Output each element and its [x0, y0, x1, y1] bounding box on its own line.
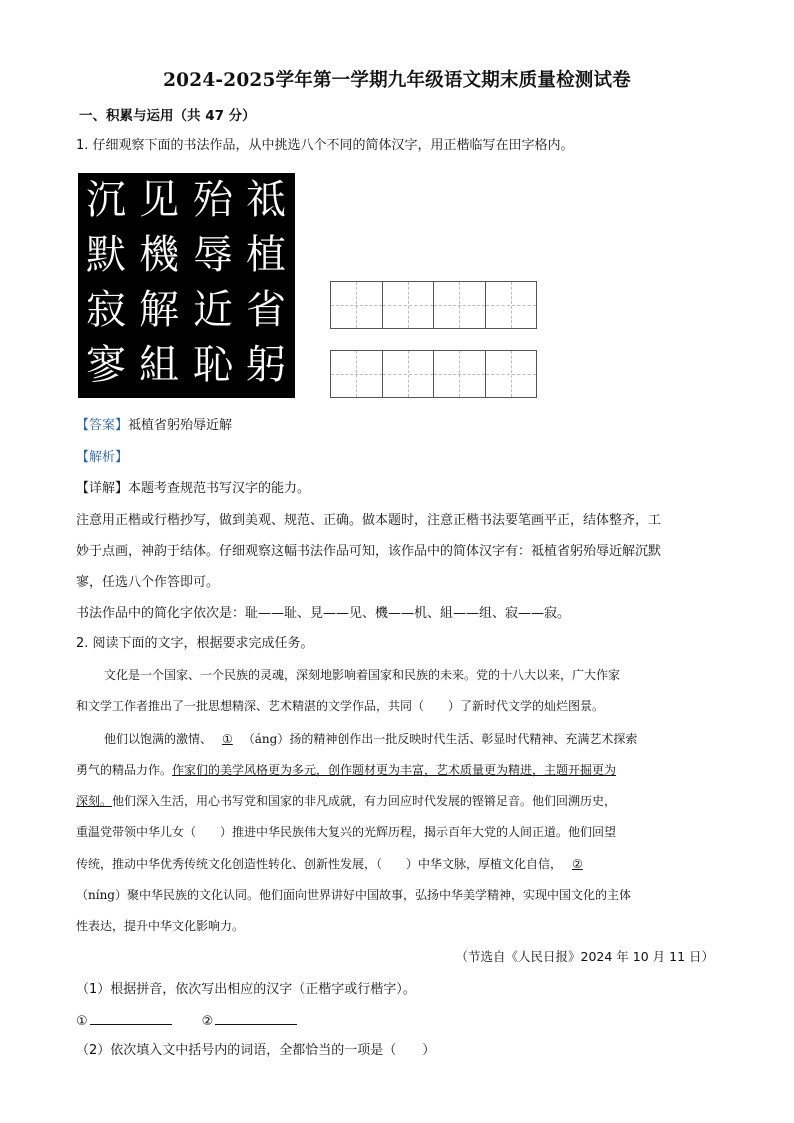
calligraphy-char: 植 — [246, 232, 286, 278]
calligraphy-char: 殆 — [193, 177, 233, 223]
passage-line — [104, 730, 637, 748]
tianzige-cell[interactable] — [383, 282, 435, 328]
passage-line: 文化是一个国家、一个民族的灵魂，深刻地影响着国家和民族的未来。党的十八大以来，广大作家 — [104, 668, 621, 682]
source-citation: （节选自《人民日报》2024 年 10 月 11 日） — [455, 949, 714, 964]
passage-line: 和文学工作者推出了一批思想精深、艺术精湛的文学作品，共同（ ）了新时代文学的灿烂图景。 — [76, 699, 605, 713]
blank-1-field[interactable] — [90, 1011, 172, 1025]
passage-text: 他们以饱满的激情、 — [104, 732, 213, 746]
passage-text: 勇气的精品力作。 — [76, 763, 173, 777]
tianzige-cell[interactable] — [434, 351, 486, 397]
tianzige-cell[interactable] — [434, 282, 486, 328]
question-2-prompt: 2. 阅读下面的文字，根据要求完成任务。 — [76, 636, 314, 651]
underlined-sentence: 深刻。 — [76, 794, 113, 808]
pinyin-blank-2: ② — [572, 857, 583, 871]
underlined-sentence: 作家们的美学风格更为多元，创作题材更为丰富，艺术质量更为精进，主题开掘更为 — [172, 763, 617, 777]
calligraphy-char: 见 — [139, 177, 179, 223]
sub-question-1: （1）根据拼音，依次写出相应的汉字（正楷字或行楷字）。 — [76, 982, 416, 997]
passage-line: （níng）聚中华民族的文化认同。他们面向世界讲好中国故事，弘扬中华美学精神，实现中国文化的主体 — [76, 888, 631, 902]
passage-text: 他们深入生活，用心书写党和国家的非凡成就，有力回应时代发展的铿锵足音。他们回溯历史， — [112, 794, 617, 808]
calligraphy-char: 寥 — [86, 342, 126, 388]
page-title: 2024-2025学年第一学期九年级语文期末质量检测试卷 — [163, 70, 631, 91]
analysis-label-text: 【解析】 — [76, 450, 129, 465]
analysis-paragraph: 妙于点画，神韵于结体。仔细观察这幅书法作品可知，该作品中的简体汉字有：祗植省躬殆辱近解沉默 — [76, 544, 662, 559]
calligraphy-char: 省 — [246, 287, 286, 333]
detail-line — [76, 479, 310, 499]
detail-text: 本题考查规范书写汉字的能力。 — [128, 481, 311, 496]
calligraphy-char: 解 — [139, 287, 179, 333]
blank-2-label: ② — [201, 1014, 214, 1029]
pinyin-blank-1: ① — [222, 732, 233, 746]
detail-label: 【详解】 — [76, 481, 129, 496]
calligraphy-char: 機 — [139, 232, 179, 278]
calligraphy-char: 祗 — [246, 177, 286, 223]
blank-1-label: ① — [76, 1014, 88, 1029]
answer-line — [76, 416, 232, 436]
passage-text: 传统，推动中华优秀传统文化创造性转化、创新性发展，（ ）中华文脉，厚植文化自信， — [76, 857, 563, 871]
question-1-prompt: 1. 仔细观察下面的书法作品，从中挑选八个不同的简体汉字，用正楷临写在田字格内。 — [76, 138, 574, 153]
tianzige-cell[interactable] — [486, 351, 537, 397]
passage-line: 性表达，提升中华文化影响力。 — [76, 919, 245, 933]
calligraphy-char: 沉 — [86, 177, 126, 223]
answer-label: 【答案】 — [76, 418, 129, 433]
analysis-label — [76, 448, 128, 468]
calligraphy-char: 恥 — [193, 342, 233, 388]
section-heading: 一、积累与运用（共 47 分） — [79, 108, 256, 124]
analysis-paragraph: 注意用正楷或行楷抄写，做到美观、规范、正确。做本题时，注意正楷书法要笔画平正，结体整齐，工 — [76, 513, 662, 528]
passage-line — [76, 855, 593, 873]
calligraphy-image — [78, 173, 295, 398]
analysis-paragraph: 书法作品中的简化字依次是：耻——耻、見——见、機——机、組——组、寂——寂。 — [76, 606, 571, 621]
calligraphy-char: 躬 — [246, 342, 286, 388]
passage-text: （áng）扬的精神创作出一批反映时代生活、彰显时代精神、充满艺术探索 — [242, 732, 638, 746]
tianzige-cell[interactable] — [331, 282, 383, 328]
tianzige-cell[interactable] — [331, 351, 383, 397]
answer-blanks — [76, 1011, 297, 1032]
analysis-paragraph: 寥，任选八个作答即可。 — [76, 575, 220, 590]
calligraphy-char: 近 — [193, 287, 233, 333]
calligraphy-char: 寂 — [86, 287, 126, 333]
sub-question-2: （2）依次填入文中括号内的词语，全都恰当的一项是（ ） — [76, 1043, 436, 1058]
passage-line — [76, 761, 616, 779]
calligraphy-char: 默 — [86, 232, 126, 278]
blank-2-field[interactable] — [215, 1011, 297, 1025]
calligraphy-char: 辱 — [193, 232, 233, 278]
calligraphy-char: 組 — [139, 342, 179, 388]
tianzige-cell[interactable] — [383, 351, 435, 397]
passage-line — [76, 792, 616, 810]
passage-line: 重温党带领中华儿女（ ）推进中华民族伟大复兴的光辉历程，揭示百年大党的人间正道。他们回望 — [76, 825, 617, 839]
tianzige-grid-row-2[interactable] — [330, 350, 537, 398]
tianzige-grid-row-1[interactable] — [330, 281, 537, 329]
answer-text: 祗植省躬殆辱近解 — [128, 418, 233, 433]
tianzige-cell[interactable] — [486, 282, 537, 328]
